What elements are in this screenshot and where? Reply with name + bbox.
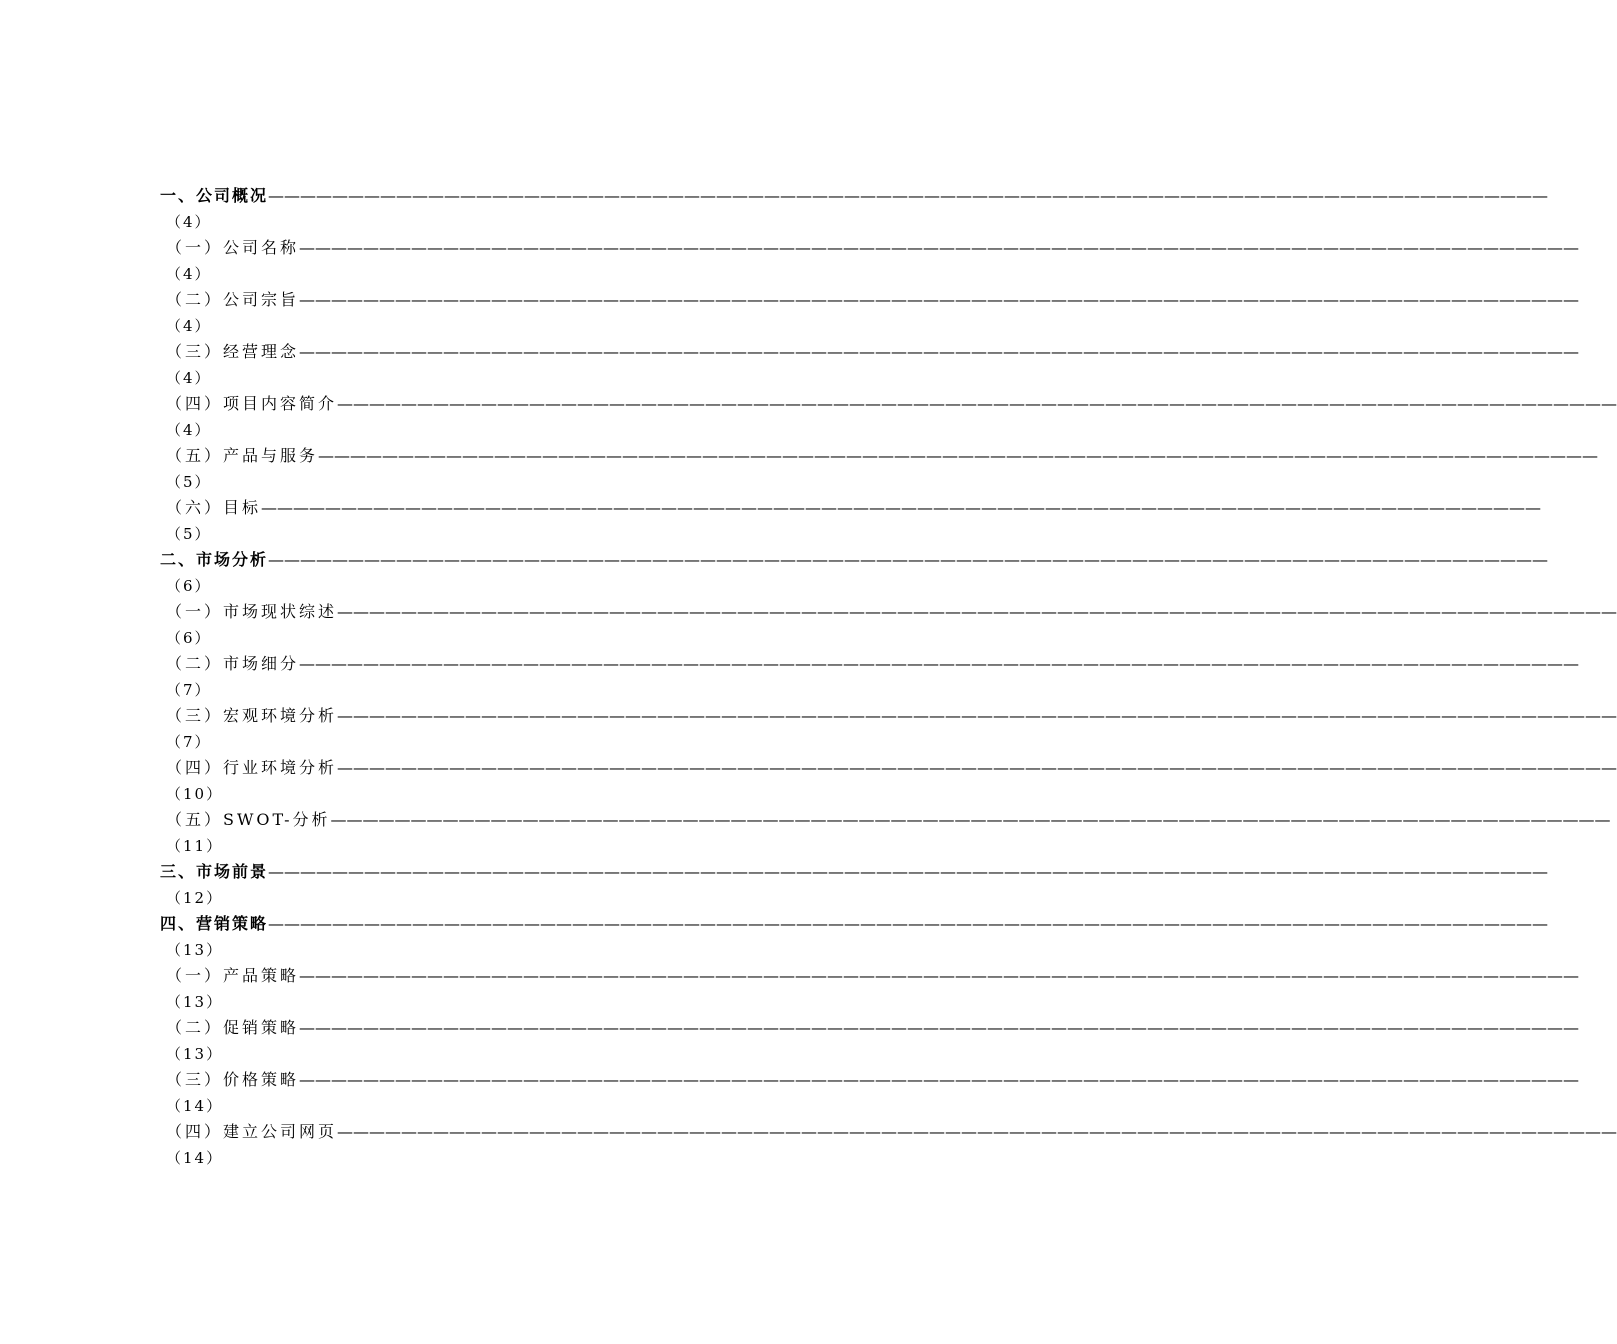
toc-leader: ———————————————————————————————————————————————————————————————————————————————— — [337, 602, 1617, 621]
toc-entry-line — [160, 1015, 1580, 1041]
toc-entry[interactable] — [160, 651, 1580, 703]
toc-page-number: （11） — [166, 837, 224, 855]
toc-entry-line — [160, 859, 1549, 885]
toc-leader: ———————————————————————————————————————————————————————————————————————————————— — [337, 758, 1617, 777]
toc-page-number: （13） — [166, 941, 224, 959]
toc-entry[interactable] — [160, 807, 1611, 859]
toc-entry-title: （三）经营理念 — [166, 342, 300, 361]
toc-page-number: （13） — [166, 1045, 224, 1063]
toc-entry-title: （一）市场现状综述 — [166, 602, 338, 621]
toc-entry-title: （一）公司名称 — [166, 238, 300, 257]
toc-entry[interactable] — [160, 547, 1549, 599]
toc-leader: ———————————————————————————————————————————————————————————————————————————————— — [337, 394, 1617, 413]
toc-leader: ———————————————————————————————————————————————————————————————————————————————— — [268, 862, 1549, 881]
toc-page-number: （5） — [166, 473, 212, 491]
toc-entry-title: （二）公司宗旨 — [166, 290, 300, 309]
toc-entry-line — [160, 755, 1617, 781]
toc-entry-line — [160, 703, 1617, 729]
toc-entry-title: 三、市场前景 — [160, 862, 269, 881]
toc-entry-title: （五）SWOT-分析 — [166, 810, 331, 829]
toc-entry-title: （六）目标 — [166, 498, 262, 517]
toc-entry[interactable] — [160, 1015, 1580, 1067]
toc-entry-line — [160, 443, 1599, 469]
toc-entry[interactable] — [160, 287, 1580, 339]
toc-leader: ———————————————————————————————————————————————————————————————————————————————— — [299, 966, 1580, 985]
toc-leader: ———————————————————————————————————————————————————————————————————————————————— — [299, 238, 1580, 257]
toc-entry-line — [160, 807, 1611, 833]
toc-page-number: （4） — [166, 369, 212, 387]
toc-leader: ———————————————————————————————————————————————————————————————————————————————— — [330, 810, 1611, 829]
toc-leader: ———————————————————————————————————————————————————————————————————————————————— — [261, 498, 1542, 517]
toc-leader: ———————————————————————————————————————————————————————————————————————————————— — [268, 186, 1549, 205]
toc-leader: ———————————————————————————————————————————————————————————————————————————————— — [268, 550, 1549, 569]
toc-page-number: （4） — [166, 317, 212, 335]
toc-entry-line — [160, 651, 1580, 677]
toc-leader: ———————————————————————————————————————————————————————————————————————————————— — [337, 1122, 1617, 1141]
toc-entry-line — [160, 287, 1580, 313]
toc-entry-title: （二）促销策略 — [166, 1018, 300, 1037]
toc-entry-line — [160, 963, 1580, 989]
toc-leader: ———————————————————————————————————————————————————————————————————————————————— — [299, 342, 1580, 361]
toc-entry-title: 四、营销策略 — [160, 914, 269, 933]
toc-leader: ———————————————————————————————————————————————————————————————————————————————— — [318, 446, 1599, 465]
toc-entry-line — [160, 547, 1549, 573]
toc-entry[interactable] — [160, 339, 1580, 391]
toc-leader: ———————————————————————————————————————————————————————————————————————————————— — [299, 1070, 1580, 1089]
toc-entry-line — [160, 1119, 1617, 1145]
toc-entry[interactable] — [160, 495, 1542, 547]
toc-page-number: （7） — [166, 681, 212, 699]
toc-entry-title: （一）产品策略 — [166, 966, 300, 985]
toc-page-number: （14） — [166, 1149, 224, 1167]
toc-page-number: （5） — [166, 525, 212, 543]
toc-entry-title: （三）价格策略 — [166, 1070, 300, 1089]
toc-entry-line — [160, 495, 1542, 521]
toc-entry-line — [160, 599, 1617, 625]
toc-page-number: （6） — [166, 629, 212, 647]
toc-entry-title: 二、市场分析 — [160, 550, 269, 569]
toc-entry-line — [160, 339, 1580, 365]
toc-entry[interactable] — [160, 235, 1580, 287]
toc-entry-line — [160, 183, 1549, 209]
toc-page-number: （4） — [166, 213, 212, 231]
table-of-contents — [160, 183, 1617, 1171]
toc-entry[interactable] — [160, 599, 1617, 651]
toc-entry-line — [160, 235, 1580, 261]
toc-leader: ———————————————————————————————————————————————————————————————————————————————— — [299, 654, 1580, 673]
toc-entry[interactable] — [160, 443, 1599, 495]
toc-leader: ———————————————————————————————————————————————————————————————————————————————— — [337, 706, 1617, 725]
toc-entry-title: （五）产品与服务 — [166, 446, 319, 465]
toc-entry[interactable] — [160, 1119, 1617, 1171]
toc-entry-title: 一、公司概况 — [160, 186, 269, 205]
toc-entry[interactable] — [160, 391, 1617, 443]
toc-page-number: （10） — [166, 785, 224, 803]
toc-page-number: （7） — [166, 733, 212, 751]
toc-entry-title: （四）项目内容简介 — [166, 394, 338, 413]
toc-entry[interactable] — [160, 1067, 1580, 1119]
toc-page-number: （13） — [166, 993, 224, 1011]
toc-entry[interactable] — [160, 859, 1549, 911]
toc-page-number: （6） — [166, 577, 212, 595]
toc-entry-title: （四）行业环境分析 — [166, 758, 338, 777]
toc-entry-line — [160, 391, 1617, 417]
toc-page-number: （4） — [166, 421, 212, 439]
toc-leader: ———————————————————————————————————————————————————————————————————————————————— — [268, 914, 1549, 933]
toc-page-number: （14） — [166, 1097, 224, 1115]
toc-page-number: （12） — [166, 889, 224, 907]
toc-entry-line — [160, 1067, 1580, 1093]
toc-entry[interactable] — [160, 963, 1580, 1015]
toc-leader: ———————————————————————————————————————————————————————————————————————————————— — [299, 290, 1580, 309]
toc-entry[interactable] — [160, 755, 1617, 807]
toc-entry-title: （二）市场细分 — [166, 654, 300, 673]
toc-entry[interactable] — [160, 911, 1549, 963]
toc-entry-title: （四）建立公司网页 — [166, 1122, 338, 1141]
toc-entry-line — [160, 911, 1549, 937]
toc-page-number: （4） — [166, 265, 212, 283]
toc-entry[interactable] — [160, 183, 1549, 235]
toc-leader: ———————————————————————————————————————————————————————————————————————————————— — [299, 1018, 1580, 1037]
toc-entry[interactable] — [160, 703, 1617, 755]
toc-entry-title: （三）宏观环境分析 — [166, 706, 338, 725]
